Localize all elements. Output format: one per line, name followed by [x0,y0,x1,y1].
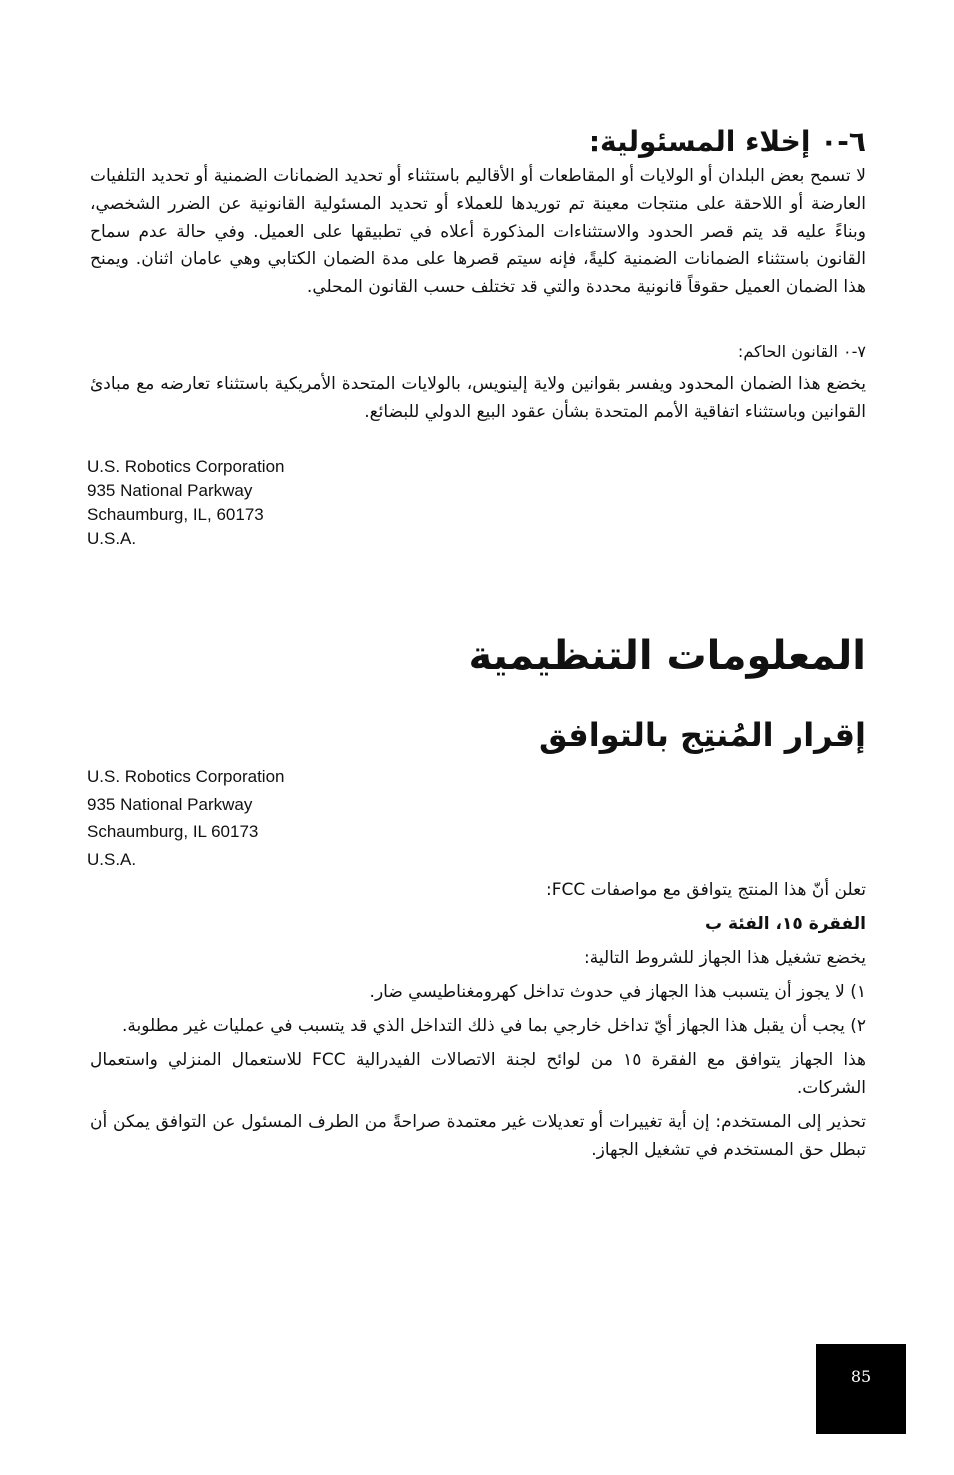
address-2-country: U.S.A. [87,849,137,869]
fcc-part: الفقرة ١٥، الفئة ب [704,914,866,934]
fcc-user-warning: تحذير إلى المستخدم: إن أية تغييرات أو تعديلات غير معتمدة صراحةً من الطرف المسئول عن التوافق يمكن أن تبطل حق المستخدم في تشغيل الجهاز. [90,1112,866,1160]
page-number-tab [816,1344,906,1434]
fcc-declaration: تعلن أنّ هذا المنتج يتوافق مع مواصفات FCC: [545,880,866,900]
fcc-section [90,876,866,1170]
address-block-1 [87,455,507,551]
address-2-company: U.S. Robotics Corporation [87,767,285,786]
page-number: 85 [850,1367,872,1386]
address-1-country: U.S.A. [87,529,137,548]
governing-law-body: يخضع هذا الضمان المحدود ويفسر بقوانين ولاية إلينويس، بالولايات المتحدة الأمريكية باستثناء تعارضه مع مبادئ القوانين وباستثناء اتفاقية الأمم المتحدة بشأن عقود البيع الدولي للبضائع. [90,374,866,422]
regulatory-title: المعلومات التنظيمية [468,633,866,679]
fcc-conditions-intro: يخضع تشغيل هذا الجهاز للشروط التالية: [584,948,866,968]
address-2-city: Schaumburg, IL 60173 [87,822,259,841]
governing-law-section [90,339,866,427]
fcc-condition-2: ٢) يجب أن يقبل هذا الجهاز أيّ تداخل خارجي بما في ذلك التداخل الذي قد يتسبب في عمليات غير مطلوبة. [122,1016,866,1036]
liability-body: لا تسمح بعض البلدان أو الولايات أو المقاطعات أو الأقاليم باستثناء أو تحديد الضمانات الضمنية أو تحديد التلفيات العارضة أو اللاحقة على منتجات معينة تم توريدها للعملاء أو تحديد المسئولية القانونية عن الضرر الشخصي، وبناءً عليه قد يتم قصر الحدود والاستثناءات المذكورة أعلاه في تطبيقها على العميل. وفي حالة عدم سماح القانون باستثناء الضمانات الضمنية كليةً، فإنه سيتم قصرها على مدة الضمان الكتابي وهي عامان اثنان. ويمنح هذا الضمان العميل حقوقاً قانونية محددة والتي قد تختلف حسب القانون المحلي. [90,166,866,298]
address-1-street: 935 National Parkway [87,481,253,500]
address-2-street: 935 National Parkway [87,794,253,814]
address-1-city: Schaumburg, IL, 60173 [87,505,264,524]
governing-law-heading: ٧-٠ القانون الحاكم: [737,342,866,361]
address-block-2 [87,763,507,873]
declaration-subtitle: إقرار المُنتِج بالتوافق [538,716,866,754]
fcc-condition-1: ١) لا يجوز أن يتسبب هذا الجهاز في حدوث تداخل كهرومغناطيسي ضار. [369,982,866,1002]
address-1-company: U.S. Robotics Corporation [87,457,285,476]
liability-section [90,125,866,302]
liability-heading: ٦-٠ إخلاء المسئولية: [588,125,866,158]
fcc-compliance-statement: هذا الجهاز يتوافق مع الفقرة ١٥ من لوائح لجنة الاتصالات الفيدرالية FCC للاستعمال المنزلي واستعمال الشركات. [90,1050,866,1098]
